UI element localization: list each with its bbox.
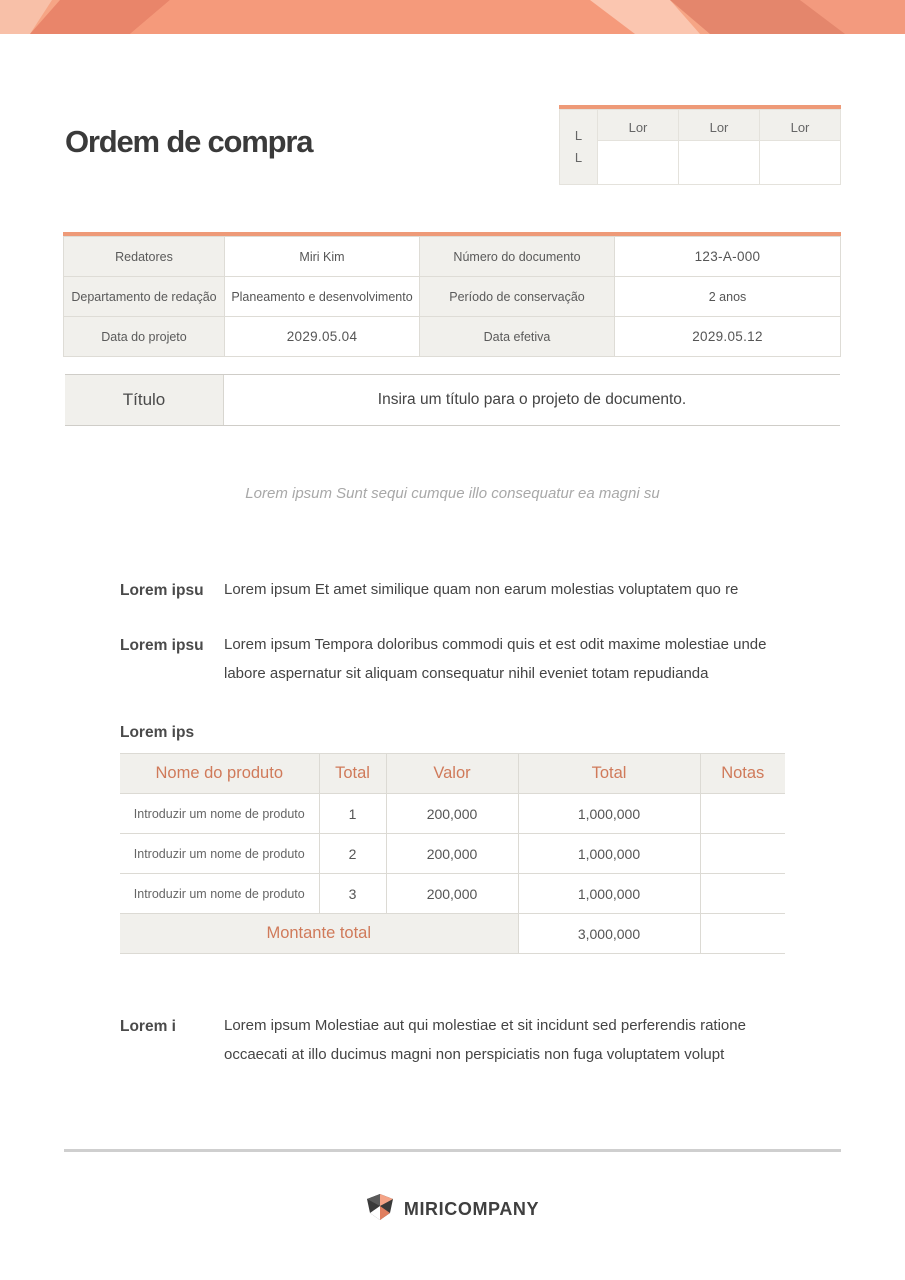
product-name-cell[interactable]: Introduzir um nome de produto	[120, 874, 319, 914]
paragraph-label: Lorem ipsu	[120, 582, 204, 599]
paragraph-label: Lorem ipsu	[120, 637, 204, 654]
info-value[interactable]: 123-A-000	[615, 237, 841, 277]
info-value[interactable]: 2029.05.04	[225, 317, 420, 357]
company-name: MIRICOMPANY	[403, 1199, 540, 1219]
approval-sign-1[interactable]	[598, 141, 679, 185]
approval-col-3: Lor	[760, 110, 841, 141]
title-label: Título	[65, 375, 224, 425]
info-label: Departamento de redação	[64, 277, 225, 317]
notes-cell[interactable]	[700, 794, 785, 834]
approval-sign-3[interactable]	[760, 141, 841, 185]
info-row	[64, 317, 841, 357]
info-label: Número do documento	[420, 237, 615, 277]
total-cell[interactable]: 1,000,000	[518, 834, 700, 874]
col-header-value: Valor	[386, 754, 518, 794]
approval-sign-2[interactable]	[679, 141, 760, 185]
approval-col-2: Lor	[679, 110, 760, 141]
notes-cell[interactable]	[700, 874, 785, 914]
info-label: Data efetiva	[420, 317, 615, 357]
approval-box	[559, 105, 841, 185]
paragraph-3	[120, 1016, 800, 1069]
quantity-cell[interactable]: 2	[319, 834, 386, 874]
info-value[interactable]: 2029.05.12	[615, 317, 841, 357]
notes-cell[interactable]	[700, 834, 785, 874]
value-cell[interactable]: 200,000	[386, 794, 518, 834]
paragraph-1	[120, 580, 800, 604]
col-header-quantity: Total	[319, 754, 386, 794]
document-title: Ordem de compra	[65, 124, 313, 159]
total-amount-label: Montante total	[120, 914, 518, 954]
header-pattern	[0, 0, 905, 34]
info-row	[64, 237, 841, 277]
quantity-cell[interactable]: 1	[319, 794, 386, 834]
info-label: Período de conservação	[420, 277, 615, 317]
total-cell[interactable]: 1,000,000	[518, 874, 700, 914]
total-amount-value[interactable]: 3,000,000	[518, 914, 700, 954]
footer	[0, 1193, 905, 1226]
info-row	[64, 277, 841, 317]
approval-col-1: Lor	[598, 110, 679, 141]
col-header-notes: Notas	[700, 754, 785, 794]
total-cell[interactable]: 1,000,000	[518, 794, 700, 834]
table-row	[120, 794, 785, 834]
info-value[interactable]: 2 anos	[615, 277, 841, 317]
paragraph-text: Lorem ipsum Tempora doloribus commodi quis et est odit maxime molestiae unde labore aspernatur sit aliquam consequatur nihil eveniet totam repudianda	[224, 636, 767, 682]
product-name-cell[interactable]: Introduzir um nome de produto	[120, 794, 319, 834]
value-cell[interactable]: 200,000	[386, 874, 518, 914]
approval-side-label	[560, 110, 598, 185]
info-label: Redatores	[64, 237, 225, 277]
products-table	[120, 753, 785, 954]
table-row	[120, 834, 785, 874]
total-notes-cell[interactable]	[700, 914, 785, 954]
product-name-cell[interactable]: Introduzir um nome de produto	[120, 834, 319, 874]
value-cell[interactable]: 200,000	[386, 834, 518, 874]
total-row	[120, 914, 785, 954]
col-header-total: Total	[518, 754, 700, 794]
products-section-label: Lorem ips	[120, 724, 195, 741]
info-value[interactable]: Planeamento e desenvolvimento	[225, 277, 420, 317]
info-label: Data do projeto	[64, 317, 225, 357]
title-input[interactable]: Insira um título para o projeto de documento.	[377, 391, 687, 408]
paragraph-label: Lorem i	[120, 1018, 176, 1035]
document-info-table	[63, 232, 841, 357]
table-row	[120, 874, 785, 914]
document-title-row	[65, 374, 840, 426]
footer-divider	[64, 1149, 841, 1152]
info-value[interactable]: Miri Kim	[225, 237, 420, 277]
products-header-row	[120, 754, 785, 794]
subtitle-text: Lorem ipsum Sunt sequi cumque illo consequatur ea magni su	[245, 485, 660, 502]
col-header-product: Nome do produto	[120, 754, 319, 794]
paragraph-2	[120, 635, 800, 688]
shield-logo-icon	[366, 1193, 394, 1226]
paragraph-text: Lorem ipsum Et amet similique quam non earum molestias voluptatem quo re	[224, 581, 739, 598]
paragraph-text: Lorem ipsum Molestiae aut qui molestiae et sit incidunt sed perferendis ratione occaecati at illo ducimus magni non perspiciatis non fuga voluptatem volupt	[224, 1017, 746, 1063]
approval-side-label-2: L	[574, 150, 583, 165]
quantity-cell[interactable]: 3	[319, 874, 386, 914]
approval-side-label-1: L	[574, 128, 583, 143]
top-decorative-band	[0, 0, 905, 34]
